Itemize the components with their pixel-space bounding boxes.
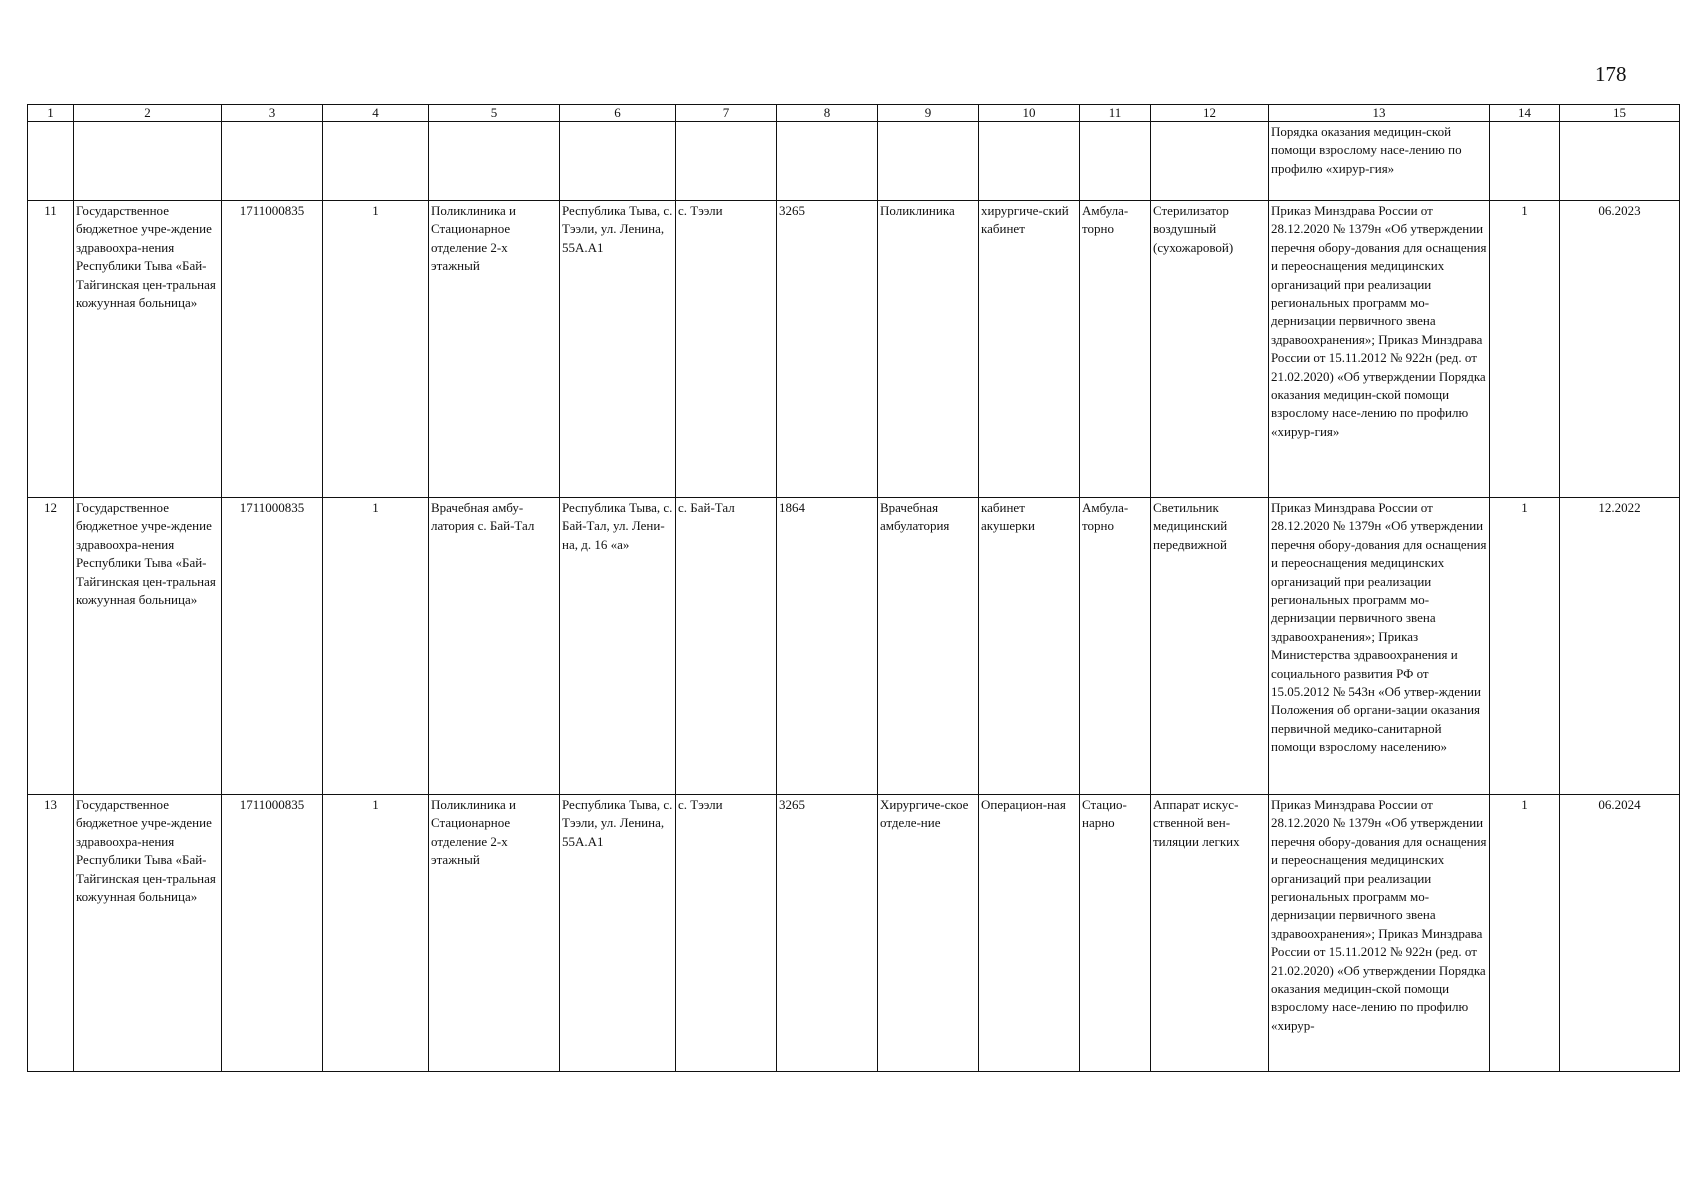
basis-cell: Приказ Минздрава России от 28.12.2020 № 1379н «Об утверждении перечня обору-дования для оснащения и переоснащения медицинских организаций при реализации региональных программ мо-дернизации первичного звена здравоохранения»; Приказ Министерства здравоохранения и социального развития РФ от 15.05.2012 № 543н «Об утвер-ждении Положения об органи-зации оказания первичной медико-санитарной помощи взрослому населению» xyxy=(1269,498,1490,795)
inn-cell: 1711000835 xyxy=(222,795,323,1072)
address-cell: Республика Тыва, с. Тээли, ул. Ленина, 55А.А1 xyxy=(560,795,676,1072)
building-cell: Поликлиника и Стационарное отделение 2-х этажный xyxy=(429,201,560,498)
column-header: 10 xyxy=(979,105,1080,122)
room-cell: кабинет акушерки xyxy=(979,498,1080,795)
quantity-cell: 1 xyxy=(1490,498,1560,795)
department-cell: Хирургиче-ское отделе-ние xyxy=(878,795,979,1072)
mode-cell: Амбула-торно xyxy=(1080,201,1151,498)
organization-cell: Государственное бюджетное учре-ждение здравоохра-нения Республики Тыва «Бай-Тайгинская цен-тральная кожуунная больница» xyxy=(74,201,222,498)
row-number: 11 xyxy=(28,201,74,498)
department-cell: Поликлиника xyxy=(878,201,979,498)
column-header: 13 xyxy=(1269,105,1490,122)
building-cell: Врачебная амбу-латория с. Бай-Тал xyxy=(429,498,560,795)
page-number: 178 xyxy=(1595,62,1627,86)
row-number: 12 xyxy=(28,498,74,795)
column-number-row xyxy=(28,105,1680,122)
date-cell: 06.2024 xyxy=(1560,795,1680,1072)
column-header: 8 xyxy=(777,105,878,122)
code-cell: 1864 xyxy=(777,498,878,795)
basis-cell: Приказ Минздрава России от 28.12.2020 № 1379н «Об утверждении перечня обору-дования для оснащения и переоснащения медицинских организаций при реализации региональных программ мо-дернизации первичного звена здравоохранения»; Приказ Минздрава России от 15.11.2012 № 922н (ред. от 21.02.2020) «Об утверждении Порядка оказания медицин-ской помощи взрослому насе-лению по профилю «хирур-гия» xyxy=(1269,201,1490,498)
date-cell: 12.2022 xyxy=(1560,498,1680,795)
building-cell: Поликлиника и Стационарное отделение 2-х этажный xyxy=(429,795,560,1072)
department-cell: Врачебная амбулатория xyxy=(878,498,979,795)
basis-cell: Приказ Минздрава России от 28.12.2020 № 1379н «Об утверждении перечня обору-дования для оснащения и переоснащения медицинских организаций при реализации региональных программ мо-дернизации первичного звена здравоохранения»; Приказ Минздрава России от 15.11.2012 № 922н (ред. от 21.02.2020) «Об утверждении Порядка оказания медицин-ской помощи взрослому насе-лению по профилю «хирур- xyxy=(1269,795,1490,1072)
mode-cell: Амбула-торно xyxy=(1080,498,1151,795)
room-cell: хирургиче-ский кабинет xyxy=(979,201,1080,498)
organization-cell: Государственное бюджетное учре-ждение здравоохра-нения Республики Тыва «Бай-Тайгинская цен-тральная кожуунная больница» xyxy=(74,498,222,795)
code-cell: 3265 xyxy=(777,795,878,1072)
date-cell: 06.2023 xyxy=(1560,201,1680,498)
column-header: 14 xyxy=(1490,105,1560,122)
column-header: 3 xyxy=(222,105,323,122)
mode-cell: Стацио-нарно xyxy=(1080,795,1151,1072)
equipment-cell: Светильник медицинский передвижной xyxy=(1151,498,1269,795)
row-number: 13 xyxy=(28,795,74,1072)
column-header: 4 xyxy=(323,105,429,122)
quantity-cell: 1 xyxy=(1490,795,1560,1072)
column-header: 6 xyxy=(560,105,676,122)
count-cell: 1 xyxy=(323,201,429,498)
table-row xyxy=(28,498,1680,795)
column-header: 15 xyxy=(1560,105,1680,122)
equipment-cell: Стерилизатор воздушный (сухожаровой) xyxy=(1151,201,1269,498)
count-cell: 1 xyxy=(323,795,429,1072)
address-cell: Республика Тыва, с. Бай-Тал, ул. Лени-на, д. 16 «а» xyxy=(560,498,676,795)
column-header: 9 xyxy=(878,105,979,122)
column-header: 1 xyxy=(28,105,74,122)
continuation-row xyxy=(28,122,1680,201)
inn-cell: 1711000835 xyxy=(222,201,323,498)
settlement-cell: с. Бай-Тал xyxy=(676,498,777,795)
organization-cell: Государственное бюджетное учре-ждение здравоохра-нения Республики Тыва «Бай-Тайгинская цен-тральная кожуунная больница» xyxy=(74,795,222,1072)
column-header: 12 xyxy=(1151,105,1269,122)
table-row xyxy=(28,795,1680,1072)
quantity-cell: 1 xyxy=(1490,201,1560,498)
column-header: 7 xyxy=(676,105,777,122)
table-row xyxy=(28,201,1680,498)
code-cell: 3265 xyxy=(777,201,878,498)
column-header: 11 xyxy=(1080,105,1151,122)
count-cell: 1 xyxy=(323,498,429,795)
column-header: 5 xyxy=(429,105,560,122)
equipment-cell: Аппарат искус-ственной вен-тиляции легких xyxy=(1151,795,1269,1072)
equipment-table xyxy=(27,104,1680,1072)
address-cell: Республика Тыва, с. Тээли, ул. Ленина, 55А.А1 xyxy=(560,201,676,498)
inn-cell: 1711000835 xyxy=(222,498,323,795)
settlement-cell: с. Тээли xyxy=(676,795,777,1072)
basis-cell: Порядка оказания медицин-ской помощи взрослому насе-лению по профилю «хирур-гия» xyxy=(1269,122,1490,201)
column-header: 2 xyxy=(74,105,222,122)
room-cell: Операцион-ная xyxy=(979,795,1080,1072)
settlement-cell: с. Тээли xyxy=(676,201,777,498)
